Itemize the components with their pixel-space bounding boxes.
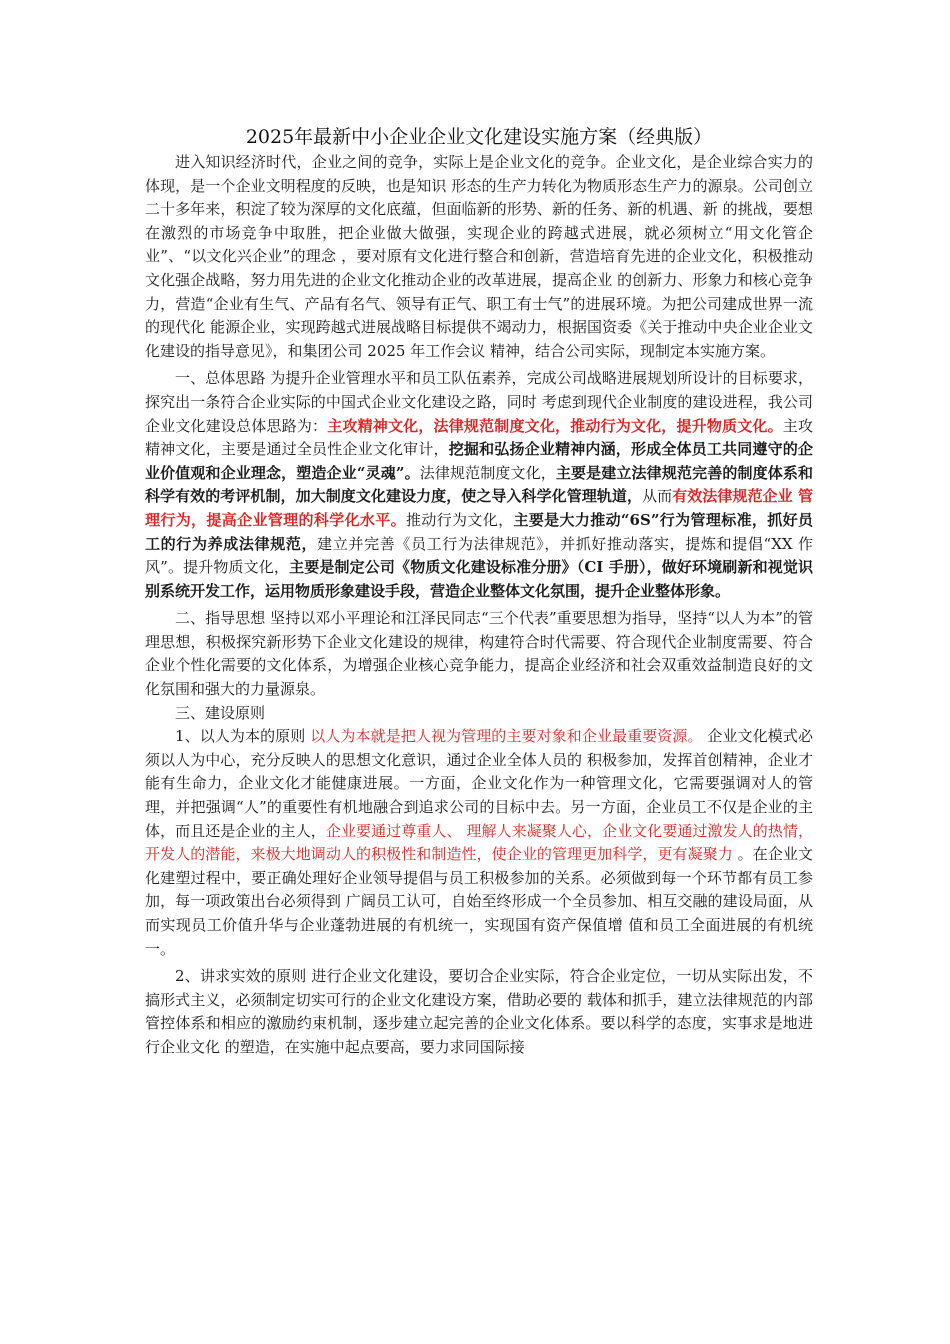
s1-bold-3: 主要是大力推动“6S”行为管理标准，抓好员工的行为养成法律规范，	[145, 510, 813, 553]
document-title: 2025年最新中小企业企业文化建设实施方案（经典版）	[245, 126, 713, 148]
s1-bold-4: 主要是制定公司《物质文化建设标准分册》（CI 手册），做好环境刷新和视觉识别系统开发工作，运用物质形象建设手段，营造企业整体文化氛围，提升企业整体形象。	[145, 558, 814, 600]
s1-text-4: 从而	[642, 487, 673, 506]
document-page	[145, 123, 813, 1060]
p1-text-2: 企业文化模式必须以人为中心，充分反映人的思想文化意识，通过企业全体人员的 积极参加，发挥首创精神，企业才能有生命力，企业文化才能健康进展。一方面，企业文化作为一种管理文化，它需要强调对人的管理，并把强调“人”的重要性有机地融合到追求公司的目标中去。另一方面，企业员工不仅是企业的主体，而且还是企业的主人，	[145, 727, 813, 840]
s1-text-1: 一、总体思路 为提升企业管理水平和员工队伍素养，完成公司战略进展规划所设计的目标要求，探究出一条符合企业实际的中国式企业文化建设之路，同时 考虑到现代企业制度的建设进程，我公司企业文化建设总体思路为：	[145, 369, 813, 435]
s1-highlight-1: 主攻精神文化，法律规范制度文化，推动行为文化，提升物质文化。	[327, 416, 783, 435]
principle-1-paragraph	[145, 725, 813, 961]
p1-text-1: 1、以人为本的原则	[175, 727, 311, 746]
p1-highlight-1: 以人为本就是把人视为管理的主要对象和企业最重要资源。	[310, 727, 703, 746]
intro-paragraph: 进入知识经济时代，企业之间的竞争，实际上是企业文化的竞争。企业文化，是企业综合实力的体现，是一个企业文明程度的反映，也是知识 形态的生产力转化为物质形态生产力的源泉。公司创立二十多年来，积淀了较为深厚的文化底蕴，但面临新的形势、新的任务、新的机遇、新 的挑战，要想在激烈的市场竞争中取胜，把企业做大做强，实现企业的跨越式进展，就必须树立“用文化管企业”、“以文化兴企业”的理念 ，要对原有文化进行整合和创新，营造培育先进的企业文化，积极推动文化强企战略，努力用先进的企业文化推动企业的改革进展，提高企业 的创新力、形象力和核心竞争力，营造“企业有生气、产品有名气、领导有正气、职工有士气”的进展环境。为把公司建成世界一流的现代化 能源企业，实现跨越式进展战略目标提供不竭动力，根据国资委《关于推动中央企业企业文化建设的指导意见》，和集团公司 2025 年工作会议 精神，结合公司实际，现制定本实施方案。	[145, 153, 813, 360]
s1-text-5: 推动行为文化，	[406, 510, 514, 529]
section-2-paragraph: 二、指导思想 坚持以邓小平理论和江泽民同志“三个代表”重要思想为指导，坚持“以人为本”的管理思想，积极探究新形势下企业文化建设的规律，构建符合时代需要、符合现代企业制度需要、符合企业个性化需要的文化体系，为增强企业核心竞争能力，提高企业经济和社会双重效益制造良好的文化氛围和强大的力量源泉。	[145, 609, 813, 699]
section-3-heading: 三、建设原则	[175, 703, 266, 722]
s1-text-6: 建立并完善《员工行为法律规范》，并抓好推动落实，提炼和提倡“XX 作风”。提升物质文化，	[145, 534, 813, 577]
p1-text-3: 。在企业文化建塑过程中，要正确处理好企业领导提倡与员工积极参加的关系。必须做到每一个环节都有员工参加，每一项政策出台必须得到 广阔员工认可，自始至终形成一个全员参加、相互交融的建设局面，从而实现员工价值升华与企业蓬勃进展的有机统一，实现国有资产保值增 值和员工全面进展的有机统一。	[145, 845, 813, 958]
p1-highlight-2: 企业要通过尊重人、 理解人来凝聚人心，企业文化要通过激发人的热情，开发人的潜能，来极大地调动人的积极性和制造性，使企业的管理更加科学，更有凝聚力	[145, 821, 813, 864]
s1-highlight-2: 有效法律规范企业 管理行为，提高企业管理的科学化水平。	[145, 487, 813, 529]
s1-bold-2: 主要是建立法律规范完善的制度体系和科学有效的考评机制，加大制度文化建设力度，使之导入科学化管理轨道，	[145, 463, 813, 506]
s1-text-3: 法律规范制度文化，	[419, 463, 556, 482]
s1-text-2: 主攻精神文化，主要是通过全员性企业文化审计，	[145, 416, 813, 459]
section-1-paragraph	[145, 367, 813, 603]
s1-bold-1: 挖掘和弘扬企业精神内涵，形成全体员工共同遵守的企业价值观和企业理念，塑造企业“灵魂”。	[145, 440, 813, 482]
principle-2-paragraph: 2、讲求实效的原则 进行企业文化建设，要切合企业实际，符合企业定位，一切从实际出发，不搞形式主义，必须制定切实可行的企业文化建设方案，借助必要的 载体和抓手，建立法律规范的内部管控体系和相应的激励约束机制，逐步建立起完善的企业文化体系。要以科学的态度，实事求是地进行企业文化 的塑造，在实施中起点要高，要力求同国际接	[145, 967, 813, 1056]
